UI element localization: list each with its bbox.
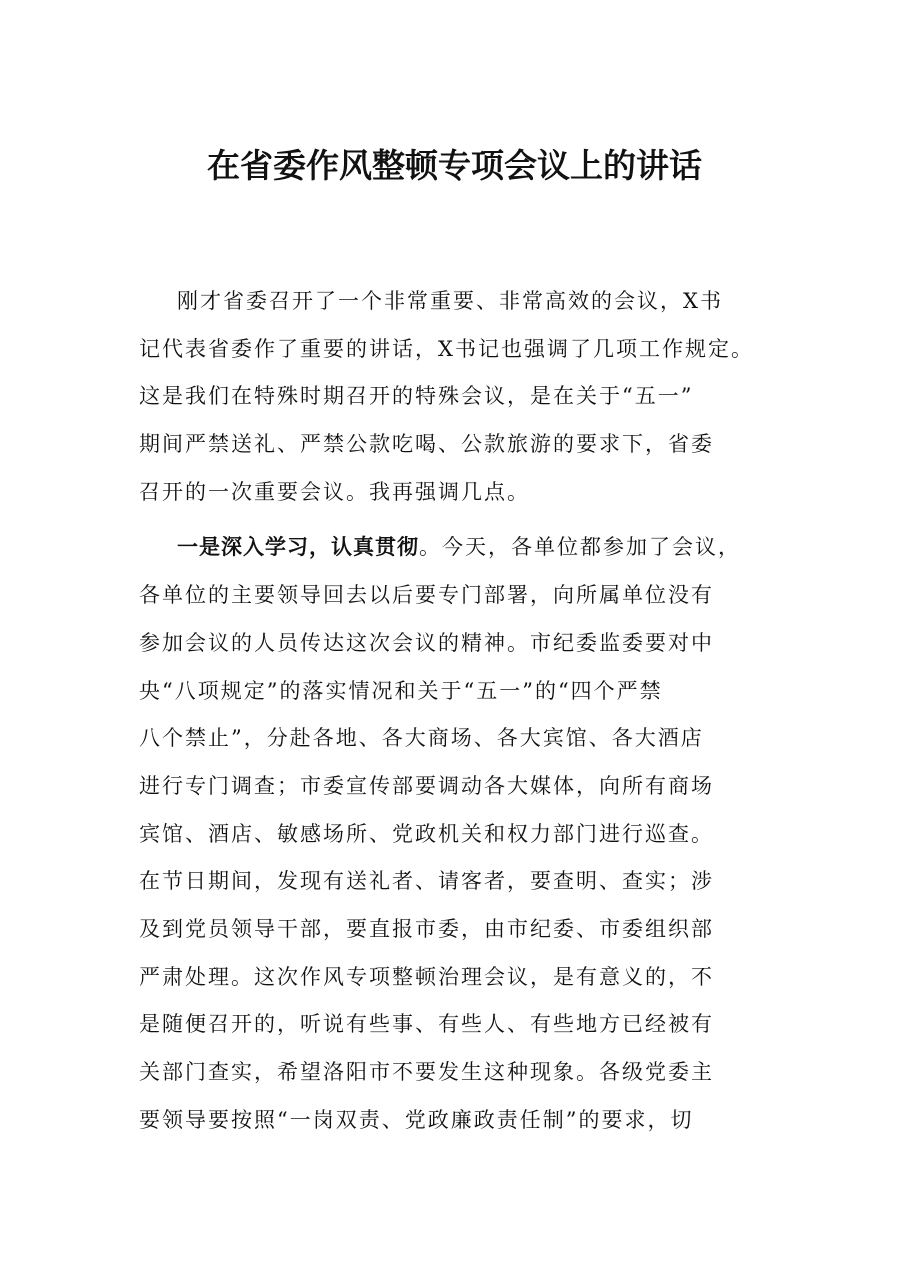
text-fragment: 。今天，各单位都参加了会议， [419,535,741,560]
text-line: 八个禁止”，分赴各地、各大商场、各大宾馆、各大酒店 [139,726,704,751]
text-line: 及到党员领导干部，要直报市委，由市纪委、市委组织部 [139,916,714,941]
text-line: 是随便召开的，听说有些事、有些人、有些地方已经被有 [139,1012,714,1037]
text-line: 央“八项规定”的落实情况和关于“五一”的“四个严禁 [139,678,663,703]
document-body [139,281,779,1155]
text-line: 参加会议的人员传达这次会议的精神。市纪委监委要对中 [139,630,714,655]
text-line [139,527,779,575]
text-line: 严肃处理。这次作风专项整顿治理会议，是有意义的，不 [139,964,714,989]
text-line: 期间严禁送礼、严禁公款吃喝、公款旅游的要求下，省委 [139,432,714,457]
text-line: 刚才省委召开了一个非常重要、非常高效的会议，X书 [177,289,723,313]
text-line: 记代表省委作了重要的讲话，X书记也强调了几项工作规定。 [139,336,754,361]
paragraph-intro [139,281,779,519]
text-line: 关部门查实，希望洛阳市不要发生这种现象。各级党委主 [139,1060,714,1084]
text-line: 在节日期间，发现有送礼者、请客者，要查明、查实；涉 [139,869,714,894]
text-line: 这是我们在特殊时期召开的特殊会议，是在关于“五一” [139,384,694,409]
text-line: 要领导要按照“一岗双责、党政廉政责任制”的要求，切 [139,1107,694,1132]
paragraph-point-one [139,527,779,1147]
text-line: 宾馆、酒店、敏感场所、党政机关和权力部门进行巡查。 [139,821,714,846]
text-line: 进行专门调查；市委宣传部要调动各大媒体，向所有商场 [139,773,714,798]
text-line: 召开的一次重要会议。我再强调几点。 [139,479,530,504]
section-heading: 一是深入学习，认真贯彻 [177,535,419,560]
text-line: 各单位的主要领导回去以后要专门部署，向所属单位没有 [139,583,714,608]
document-title: 在省委作风整顿专项会议上的讲话 [207,146,702,185]
